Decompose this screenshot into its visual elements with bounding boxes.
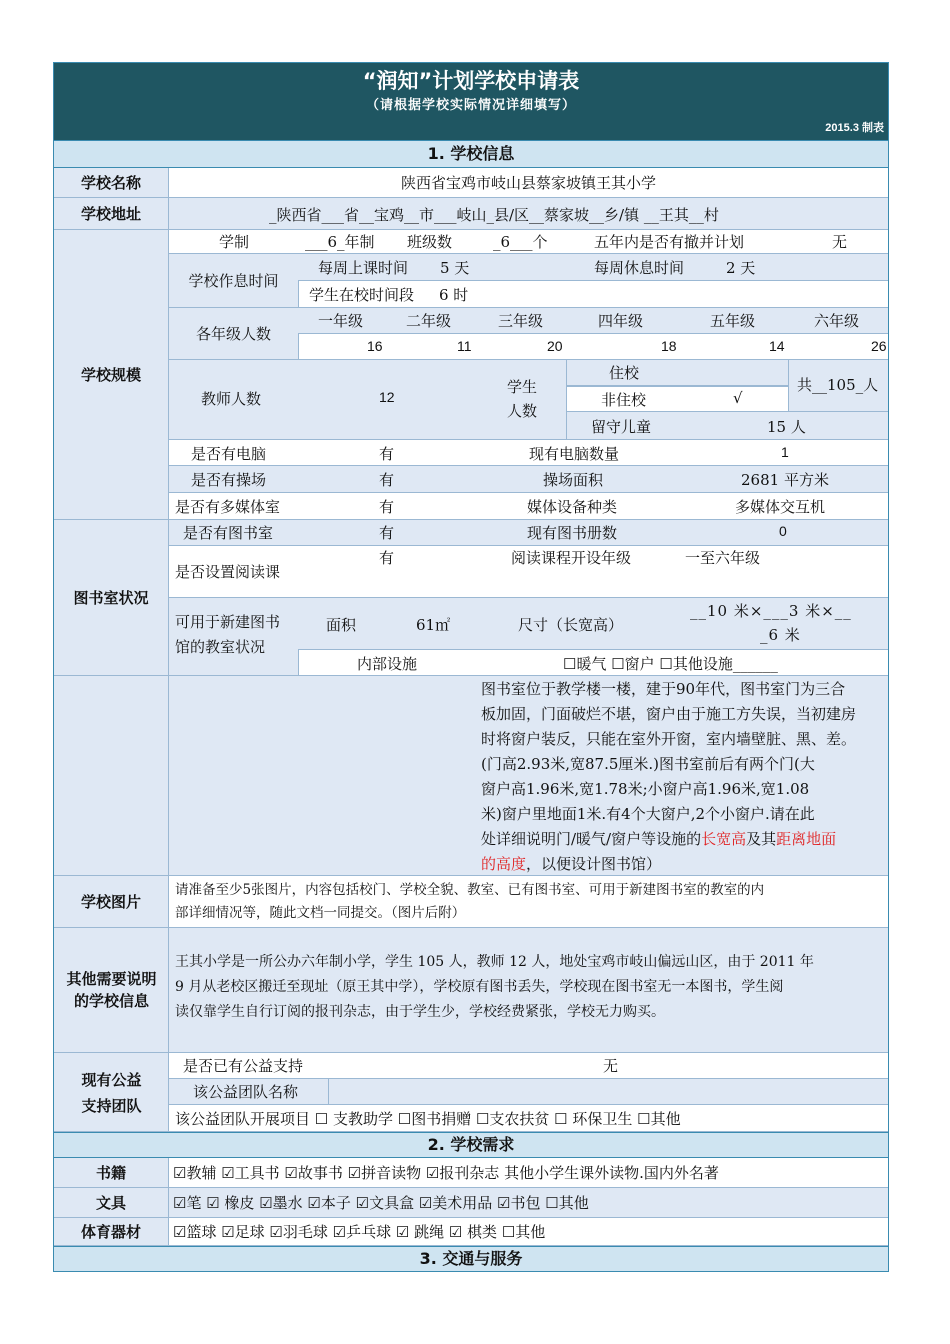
form-header <box>54 63 888 140</box>
playground-area-label: 操场面积 <box>543 471 604 489</box>
schedule-label: 学校作息时间 <box>188 272 279 290</box>
room-size-row <box>298 598 888 650</box>
room-size-label: 尺寸（长宽高） <box>518 616 624 634</box>
teacher-label: 教师人数 <box>201 390 262 408</box>
left-behind-row <box>566 412 888 440</box>
desc-line-4: (门高2.93米,宽87.5厘米.)图书室前后有两个门(大 <box>481 755 815 773</box>
library-has-value: 有 <box>379 524 395 542</box>
other-line-2: 9 月从老校区搬迁至现址（原王其中学），学校原有图书丢失，学校现在图书室无一本图书，学生阅 <box>175 979 784 995</box>
playground-area-value: 2681 平方米 <box>741 471 829 489</box>
needs-sports-value: ☑篮球 ☑足球 ☑羽毛球 ☑乒乓球 ☑ 跳绳 ☑ 棋类 ☐其他 <box>173 1223 546 1241</box>
school-name-cell <box>169 168 888 198</box>
weekly-class-value: 5 天 <box>440 259 470 277</box>
other-label <box>54 968 169 1012</box>
other-line-1: 王其小学是一所公办六年制小学，学生 105 人，教师 12 人，地处宝鸡市岐山偏远山区，由于 2011 年 <box>175 954 814 970</box>
needs-sports-label: 体育器材 <box>54 1218 169 1246</box>
needs-stationery-cell <box>169 1188 888 1218</box>
form-subtitle: （请根据学校实际情况详细填写） <box>365 98 576 113</box>
school-address-cell <box>169 198 888 230</box>
nonboarding-label: 非住校 <box>601 391 647 409</box>
application-form <box>53 62 889 1272</box>
student-label-2: 人数 <box>507 402 538 420</box>
needs-books-cell <box>169 1158 888 1188</box>
other-label-cell <box>54 928 169 1053</box>
grade-label-cell <box>169 308 298 360</box>
reading-label: 是否设置阅读课 <box>175 563 281 581</box>
room-label-2: 馆的教室状况 <box>175 638 266 656</box>
playground-row <box>169 466 888 493</box>
library-desc-label-cell <box>54 676 169 876</box>
teacher-student-block <box>169 360 566 440</box>
needs-sports-cell <box>169 1218 888 1246</box>
section-school-info: 1. 学校信息 <box>54 140 888 168</box>
grade-6-count: 26 <box>871 338 887 354</box>
grade-label: 各年级人数 <box>195 325 271 343</box>
desc-red-height: 的高度 <box>481 855 527 873</box>
other-line-3: 读仅靠学生自行订阅的报刊杂志，由于学生少，学校经费紧张，学校无力购买。 <box>175 1004 665 1020</box>
welfare-label-2: 支持团队 <box>81 1097 142 1115</box>
left-behind-value: 15 人 <box>767 418 806 436</box>
merge-plan-value: 无 <box>832 233 848 251</box>
schedule-label-cell <box>169 254 298 308</box>
merge-plan-label: 五年内是否有撤并计划 <box>594 233 745 251</box>
desc-line-3: 时将窗户装反，只能在室外开窗，室内墙壁脏、黑、差。 <box>481 730 857 748</box>
media-label: 是否有多媒体室 <box>175 498 281 516</box>
reading-grade-label: 阅读课程开设年级 <box>511 549 632 567</box>
nonboarding-mark: √ <box>733 389 743 407</box>
desc-line-2: 板加固，门面破烂不堪，窗户由于施工方失误，当初建房 <box>481 705 857 723</box>
classes-value: _6___个 <box>493 233 548 251</box>
computer-row <box>169 440 888 466</box>
grade-1: 一年级 <box>318 312 364 330</box>
school-name-label: 学校名称 <box>54 168 169 198</box>
form-title: “润知”计划学校申请表 <box>362 69 580 93</box>
facility-row <box>298 650 888 676</box>
grade-4-count: 18 <box>661 338 677 354</box>
playground-value: 有 <box>379 471 395 489</box>
boarding-row <box>566 360 788 386</box>
nonboarding-row <box>566 386 788 412</box>
welfare-projects-row <box>169 1105 888 1132</box>
grade-6: 六年级 <box>814 312 860 330</box>
welfare-team-label: 该公益团队名称 <box>193 1083 299 1101</box>
other-label-2: 的学校信息 <box>73 992 149 1010</box>
library-books-value: 0 <box>779 523 787 539</box>
needs-stationery-label: 文具 <box>54 1188 169 1218</box>
photos-cell <box>169 876 888 928</box>
facility-options: ☐暖气 ☐窗户 ☐其他设施______ <box>563 655 778 673</box>
school-address-label: 学校地址 <box>54 198 169 230</box>
other-label-1: 其他需要说明 <box>66 970 157 988</box>
section-school-needs: 2. 学校需求 <box>54 1132 888 1158</box>
made-date: 2015.3 制表 <box>825 122 884 134</box>
welfare-has-value: 无 <box>603 1057 619 1075</box>
teacher-value: 12 <box>379 389 395 405</box>
in-school-value: 6 时 <box>439 286 469 304</box>
school-name-value: 陕西省宝鸡市岐山县蔡家坡镇王其小学 <box>400 174 656 192</box>
media-type-value: 多媒体交互机 <box>735 498 826 516</box>
welfare-label-1: 现有公益 <box>81 1071 142 1089</box>
needs-stationery-value: ☑笔 ☑ 橡皮 ☑墨水 ☑本子 ☑文具盒 ☑美术用品 ☑书包 ☐其他 <box>173 1194 589 1212</box>
grade-3: 三年级 <box>498 312 544 330</box>
welfare-has-row <box>169 1053 888 1079</box>
room-size-value-1: __10 米×___3 米×__ <box>690 602 852 620</box>
school-address-value: _陕西省___省__宝鸡__市___岐山_县/区__蔡家坡__乡/镇 __王其__村 <box>269 206 719 224</box>
library-has-label: 是否有图书室 <box>183 524 274 542</box>
desc-line-6: 米)窗户里地面1米.有4个大窗户,2个小窗户.请在此 <box>481 805 815 823</box>
grade-counts-row <box>298 334 888 360</box>
row-in-school <box>298 281 888 308</box>
grade-5: 五年级 <box>710 312 756 330</box>
grade-3-count: 20 <box>547 338 563 354</box>
welfare-team-row <box>169 1079 888 1105</box>
room-label-1: 可用于新建图书 <box>175 613 281 631</box>
media-value: 有 <box>379 498 395 516</box>
xuezhi-value: ___6_年制 <box>305 233 375 251</box>
weekly-rest-value: 2 天 <box>726 259 756 277</box>
photos-line-2: 部详细情况等，随此文档一同提交。（图片后附） <box>175 905 466 921</box>
desc-line-1: 图书室位于教学楼一楼，建于90年代，图书室门为三合 <box>481 680 846 698</box>
classes-label: 班级数 <box>407 233 453 251</box>
left-behind-label: 留守儿童 <box>591 418 652 436</box>
room-size-value-2: _6 米 <box>760 626 801 644</box>
desc-red-size: 长宽高 <box>701 830 747 848</box>
xuezhi-label: 学制 <box>219 233 250 251</box>
grade-2-count: 11 <box>457 338 472 354</box>
library-books-label: 现有图书册数 <box>527 524 618 542</box>
grade-1-count: 16 <box>367 338 383 354</box>
playground-label: 是否有操场 <box>191 471 267 489</box>
desc-mid: 及其 <box>746 830 777 848</box>
grade-names-row <box>298 308 888 334</box>
computer-value: 有 <box>379 445 395 463</box>
library-label: 图书室状况 <box>54 520 169 676</box>
room-area-value: 61㎡ <box>416 616 451 634</box>
library-description <box>481 677 856 877</box>
desc-post: ，以便设计图书馆） <box>526 855 662 873</box>
desc-line-7 <box>481 827 856 852</box>
reading-grade-value: 一至六年级 <box>685 549 761 567</box>
weekly-class-label: 每周上课时间 <box>318 259 409 277</box>
other-info <box>175 950 814 1025</box>
desc-line-8 <box>481 852 856 877</box>
total-students: 共__105_人 <box>797 376 879 394</box>
reading-row <box>169 546 888 598</box>
desc-line-5: 窗户高1.96米,宽1.78米;小窗户高1.96米,宽1.08 <box>481 780 810 798</box>
photos-line-1: 请准备至少5张图片，内容包括校门、学校全貌、教室、已有图书室、可用于新建图书室的教室的内 <box>175 882 765 898</box>
desc-pre: 处详细说明门/暖气/窗户等设施的 <box>481 830 702 848</box>
in-school-label: 学生在校时间段 <box>309 286 415 304</box>
media-type-label: 媒体设备种类 <box>527 498 618 516</box>
grade-4: 四年级 <box>598 312 644 330</box>
boarding-label: 住校 <box>609 364 640 382</box>
room-label-cell <box>169 598 298 676</box>
grade-5-count: 14 <box>769 338 785 354</box>
welfare-label <box>54 1067 169 1119</box>
section-transport-service: 3. 交通与服务 <box>54 1246 888 1271</box>
media-row <box>169 493 888 520</box>
desc-red-distance: 距离地面 <box>776 830 837 848</box>
needs-books-value: ☑教辅 ☑工具书 ☑故事书 ☑拼音读物 ☑报刊杂志 其他小学生课外读物.国内外名著 <box>173 1164 719 1182</box>
total-students-cell <box>788 360 888 412</box>
library-desc-cell <box>169 676 888 876</box>
row-xuezhi <box>169 230 888 254</box>
welfare-has-label: 是否已有公益支持 <box>183 1057 304 1075</box>
row-weekly <box>298 254 888 281</box>
facility-label: 内部设施 <box>357 655 418 673</box>
photos-label: 学校图片 <box>54 876 169 928</box>
welfare-label-cell <box>54 1053 169 1132</box>
computer-label: 是否有电脑 <box>191 445 267 463</box>
needs-books-label: 书籍 <box>54 1158 169 1188</box>
room-area-label: 面积 <box>326 616 357 634</box>
library-has-row <box>169 520 888 546</box>
school-scale-label: 学校规模 <box>54 230 169 520</box>
computer-count-label: 现有电脑数量 <box>529 445 620 463</box>
computer-count-value: 1 <box>781 444 789 460</box>
student-label-1: 学生 <box>507 378 538 396</box>
grade-2: 二年级 <box>406 312 452 330</box>
weekly-rest-label: 每周休息时间 <box>594 259 685 277</box>
other-cell <box>169 928 888 1053</box>
welfare-projects: 该公益团队开展项目 ☐ 支教助学 ☐图书捐赠 ☐支农扶贫 ☐ 环保卫生 ☐其他 <box>175 1110 681 1128</box>
reading-value: 有 <box>379 549 395 567</box>
